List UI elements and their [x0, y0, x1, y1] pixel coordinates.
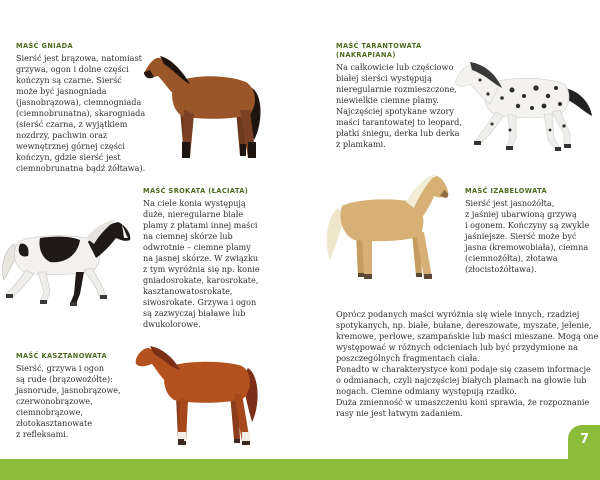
text-line: Duża zmienność w umaszczeniu koni sprawia, że rozpoznanie	[336, 397, 590, 407]
text-line: (jasnobrązowa), ciemnogniada	[16, 97, 142, 107]
text-line: kremowe, perłowe, szampańskie lub maści mieszane. Mogą one	[336, 331, 599, 341]
footer-bar	[0, 459, 600, 480]
text-line: maści tarantowatej to leopard,	[336, 117, 462, 127]
text-line: rasy nie jest łatwym zadaniem.	[336, 408, 463, 418]
text-line: ciemnobrunatna bądź żółtawa).	[16, 163, 146, 173]
section-body	[336, 62, 462, 150]
section-heading: MAŚĆ TARANTOWATA	[336, 42, 422, 50]
text-line: są rude (brązowożółte):	[16, 374, 113, 384]
text-line: dwukolorowe.	[143, 319, 201, 329]
text-line: ciemnobrązowe,	[16, 407, 83, 417]
text-line: spotykanych, np. białe, bułane, dereszowate, myszate, jelenie,	[336, 320, 592, 330]
text-line: grzywa, ogon i dolne części	[16, 64, 129, 74]
text-line: może być jasnogniada	[16, 86, 107, 96]
text-line: kończyn są czarne. Sierść	[16, 75, 122, 85]
text-line: czerwonobrązowe,	[16, 396, 93, 406]
text-line: (sierść czarna, z wyjątkiem	[16, 119, 128, 129]
text-line: (złocistożółtawa).	[465, 264, 537, 274]
text-line: występować w różnych odcieniach lub być przydymione na	[336, 342, 578, 352]
text-line: Sierść jest brązowa, natomiast	[16, 53, 142, 63]
section-heading: MAŚĆ GNIADA	[16, 42, 74, 50]
text-line: jasna (kremowobiała), ciemna	[465, 242, 589, 252]
text-line: Na całkowicie lub częściowo	[336, 62, 454, 72]
pinto-horse-photo	[0, 214, 134, 310]
text-line: Oprócz podanych maści wyróżnia się wiele innych, rzadziej	[336, 309, 580, 319]
section-body	[336, 309, 598, 419]
text-line: Ponadto w charakterystyce koni podaje się czasem informacje	[336, 364, 591, 374]
text-line: nieregularnie rozmieszczone,	[336, 84, 457, 94]
bay-horse-photo	[140, 44, 270, 166]
section-gniada	[16, 42, 145, 174]
text-line: poszczególnych fragmentach ciała.	[336, 353, 480, 363]
section-body	[16, 363, 121, 440]
section-heading: MAŚĆ SROKATA (ŁACIATA)	[143, 187, 249, 195]
section-tarantowata	[336, 42, 462, 150]
text-line: gniadosrokate, karosrokate,	[143, 275, 259, 285]
text-line: białej sierści występują	[336, 73, 432, 83]
text-line: odwrotnie – ciemne plamy	[143, 242, 251, 252]
text-line: i ogonem. Kończyny są zwykle	[465, 220, 590, 230]
text-line: są zazwyczaj białawe lub	[143, 308, 246, 318]
text-line: z refleksami.	[16, 429, 69, 439]
section-heading-sub: (NAKRAPIANA)	[336, 51, 396, 59]
text-line: płatki śniegu, derka lub derka	[336, 128, 460, 138]
text-line: Sierść jest jasnożółta,	[465, 198, 555, 208]
appaloosa-horse-photo	[452, 50, 596, 154]
text-line: Najczęściej spotykane wzory	[336, 106, 454, 116]
page-number: 7	[580, 432, 590, 447]
chestnut-horse-photo	[132, 342, 266, 448]
text-line: złotokasztanowate	[16, 418, 92, 428]
text-line: wewnętrznej górnej części	[16, 141, 125, 151]
text-line: siwosrokate. Grzywa i ogon	[143, 297, 257, 307]
text-line: Sierść, grzywa i ogon	[16, 363, 105, 373]
text-line: z tym wyróżnia się np. konie	[143, 264, 260, 274]
section-summary	[336, 309, 598, 419]
text-line: duże, nieregularne białe	[143, 209, 244, 219]
text-line: na ciemnej skórze lub	[143, 231, 233, 241]
section-srokata	[143, 187, 260, 330]
section-body	[16, 53, 145, 174]
text-line: (ciemnobrunatna), skarogniada	[16, 108, 146, 118]
section-heading: MAŚĆ IZABELOWATA	[465, 187, 548, 195]
text-line: z jaśniej ubarwioną grzywą	[465, 209, 577, 219]
text-line: jasnorude, jasnobrązowe,	[16, 385, 121, 395]
text-line: jaśniejsze. Sierść może być	[465, 231, 577, 241]
text-line: plamy z płatami innej maści	[143, 220, 258, 230]
text-line: kończyn, gdzie sierść jest	[16, 152, 121, 162]
text-line: Na ciele konia występują	[143, 198, 246, 208]
section-body	[143, 198, 260, 330]
text-line: nozdrzy, pachwin oraz	[16, 130, 108, 140]
text-line: na jasnej skórze. W związku	[143, 253, 259, 263]
text-line: kasztanowatosrokate,	[143, 286, 233, 296]
section-body	[465, 198, 589, 275]
text-line: niewielkie ciemne plamy.	[336, 95, 439, 105]
palomino-horse-photo	[324, 170, 458, 286]
section-kasztanowata	[16, 352, 121, 440]
text-line: z plamkami.	[336, 139, 386, 149]
text-line: nogach. Ciemne odmiany występują rzadko.	[336, 386, 517, 396]
section-heading: MAŚĆ KASZTANOWATA	[16, 352, 107, 360]
text-line: (ciemnożółta), złotawa	[465, 253, 558, 263]
text-line: o odmianach, czyli najczęściej białych plamach na głowie lub	[336, 375, 587, 385]
section-izabelowata	[465, 187, 589, 275]
